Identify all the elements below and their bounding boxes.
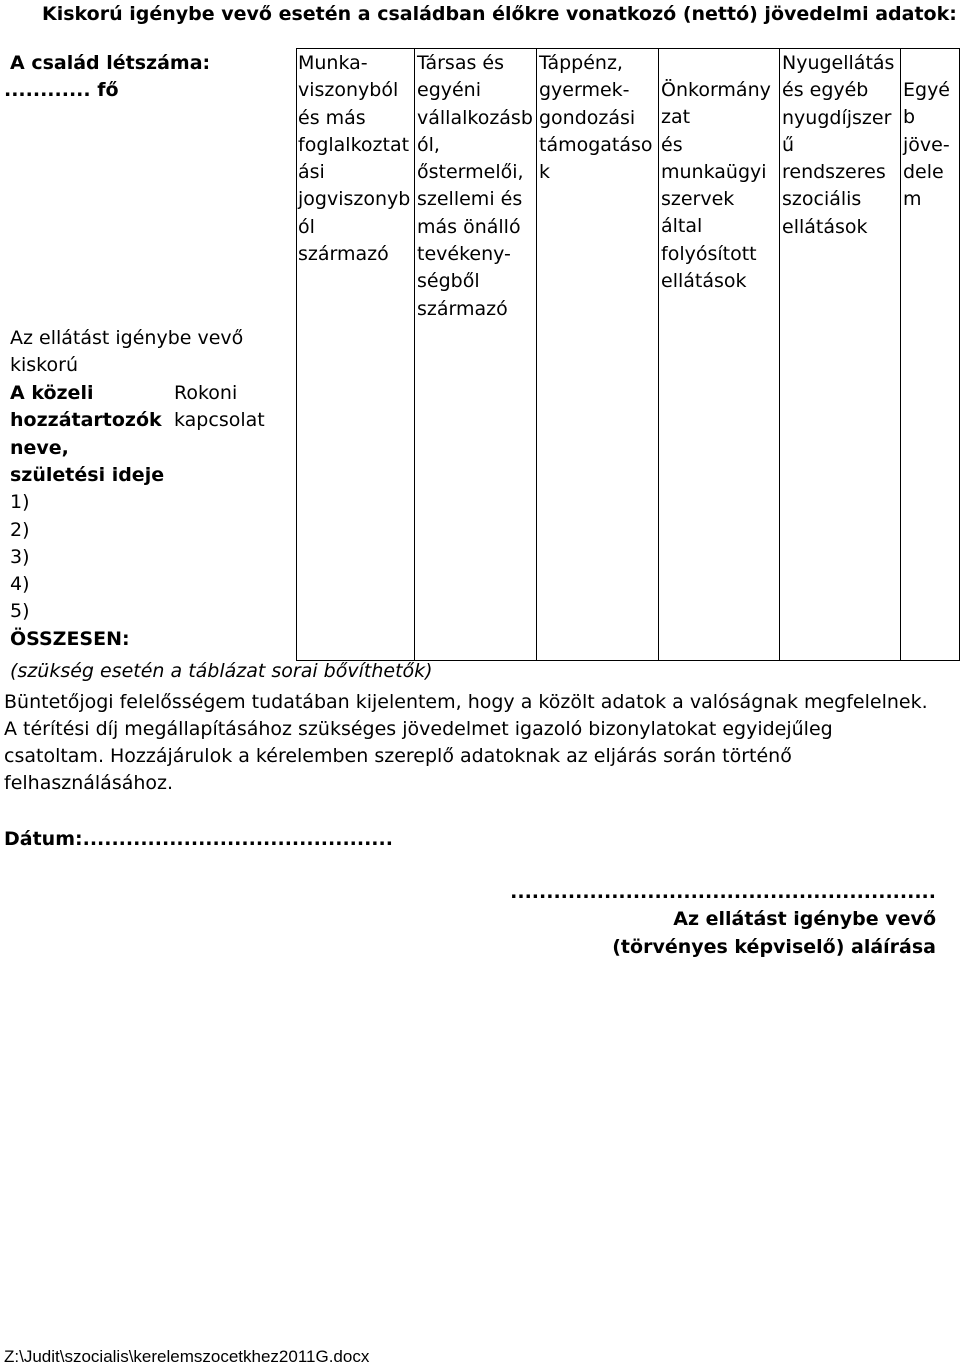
declaration-line: felhasználásához. bbox=[4, 772, 174, 794]
page-title: Kiskorú igénybe vevő esetén a családban élőkre vonatkozó (nettó) jövedelmi adatok: bbox=[42, 3, 957, 25]
column-divider bbox=[779, 48, 780, 660]
column-divider bbox=[536, 48, 537, 660]
row-beneficiary: Az ellátást igénybe vevő kiskorú bbox=[10, 327, 244, 377]
declaration-line: csatoltam. Hozzájárulok a kérelemben szereplő adatoknak az eljárás során történő bbox=[4, 745, 792, 767]
signature-caption: (törvényes képviselő) aláírása bbox=[612, 936, 936, 958]
column-header-employment: Munka- viszonyból és más foglalkoztat ási jogviszonyb ól származó bbox=[298, 52, 411, 266]
relatives-header: A közeli hozzátartozók neve, születési ideje bbox=[10, 382, 165, 486]
row-number: 1) bbox=[10, 491, 30, 513]
signature-caption: Az ellátást igénybe vevő bbox=[673, 908, 936, 930]
column-divider bbox=[658, 48, 659, 660]
family-size-label: A család létszáma: bbox=[10, 52, 211, 74]
row-number: 2) bbox=[10, 519, 30, 541]
signature-line: ........................................................... bbox=[510, 881, 936, 903]
column-header-municipal: Önkormány zat és munkaügyi szervek által folyósított ellátások bbox=[661, 79, 771, 293]
relation-header: Rokoni kapcsolat bbox=[174, 382, 265, 432]
row-number: 5) bbox=[10, 600, 30, 622]
row-number: 3) bbox=[10, 546, 30, 568]
row-total: ÖSSZESEN: bbox=[10, 628, 130, 650]
column-divider bbox=[414, 48, 415, 660]
column-divider bbox=[900, 48, 901, 660]
declaration-line: Büntetőjogi felelősségem tudatában kijelentem, hogy a közölt adatok a valóságnak megfelelnek. bbox=[4, 691, 928, 713]
column-header-other-income: Egyé b jöve- dele m bbox=[903, 79, 950, 211]
row-number: 4) bbox=[10, 573, 30, 595]
column-header-sick-pay: Táppénz, gyermek- gondozási támogatáso k bbox=[539, 52, 653, 184]
family-size-value: ............ fő bbox=[4, 79, 119, 101]
column-header-pension: Nyugellátás és egyéb nyugdíjszer ű rendszeres szociális ellátások bbox=[782, 52, 895, 238]
footer-file-path: Z:\Judit\szocialis\kerelemszocetkhez2011G.docx bbox=[4, 1347, 370, 1366]
declaration-line: A térítési díj megállapításához szükséges jövedelmet igazoló bizonylatokat egyidejűleg bbox=[4, 718, 833, 740]
table-border-left bbox=[296, 48, 297, 660]
column-header-enterprise: Társas és egyéni vállalkozásb ól, őstermelői, szellemi és más önálló tevékeny- ségből származó bbox=[417, 52, 533, 320]
date-field: Dátum:........................................... bbox=[4, 828, 393, 850]
table-border-top bbox=[296, 48, 960, 49]
table-note: (szükség esetén a táblázat sorai bővíthetők) bbox=[10, 660, 433, 682]
